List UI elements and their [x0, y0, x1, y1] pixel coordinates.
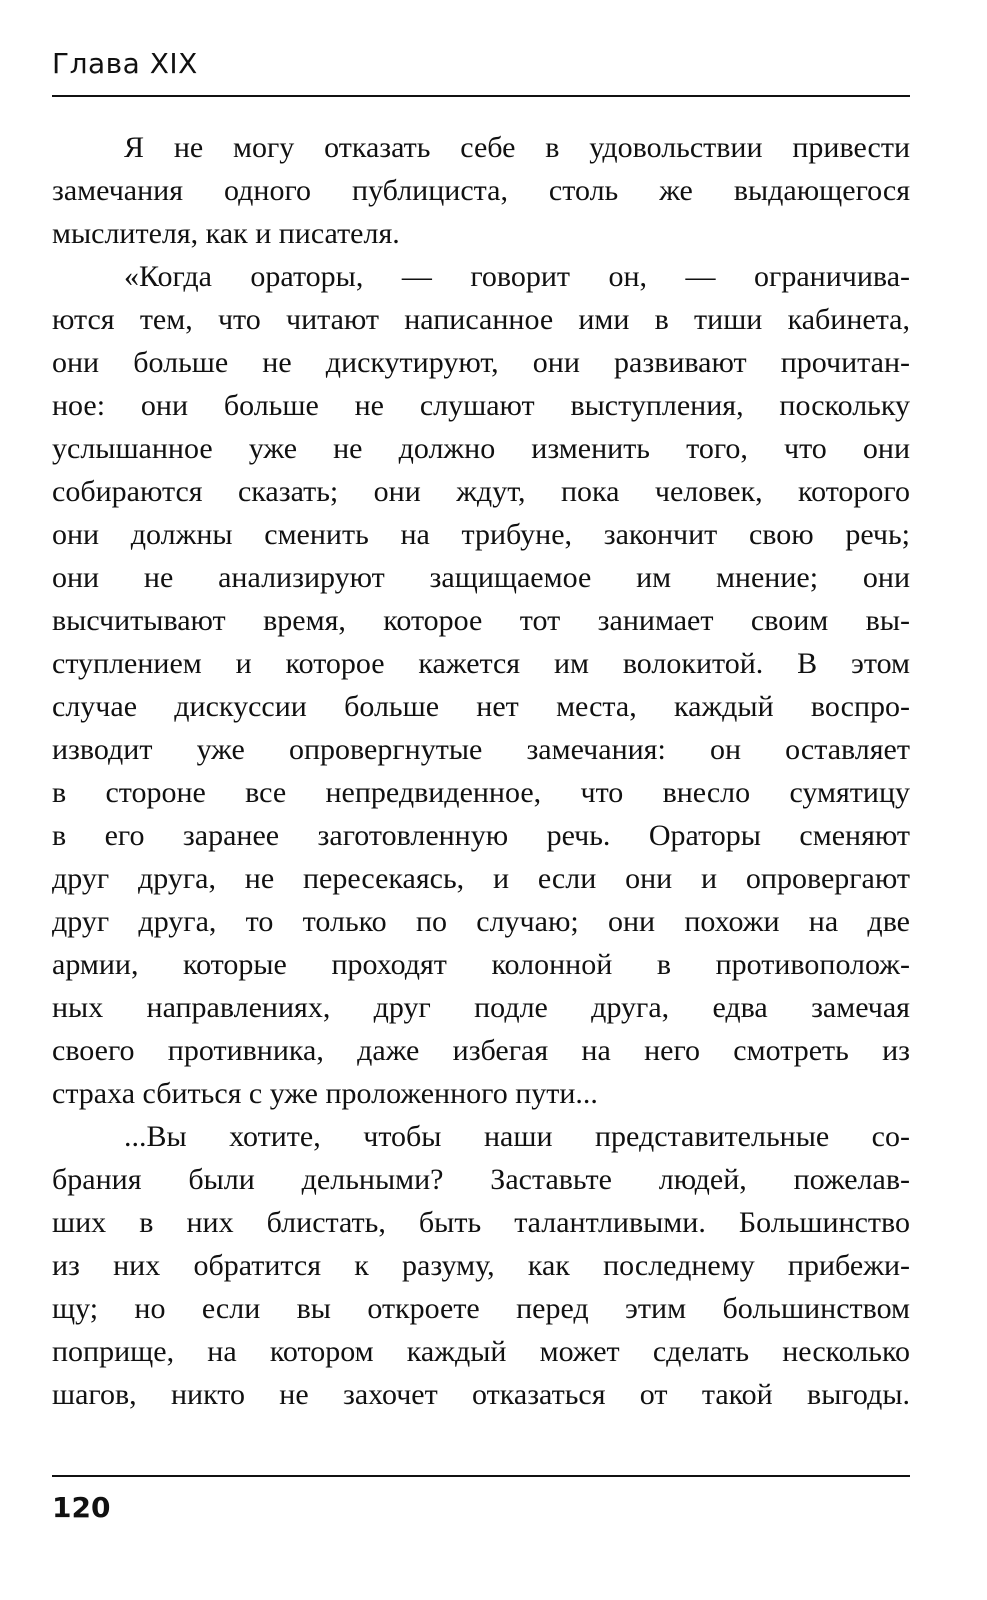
text-line: замечания одного публициста, столь же выдающегося — [52, 174, 910, 207]
text-line: ступлением и которое кажется им волокитой. В этом — [52, 647, 910, 680]
text-line: ное: они больше не слушают выступления, поскольку — [52, 389, 910, 422]
text-line: ются тем, что читают написанное ими в тиши кабинета, — [52, 303, 910, 336]
text-line: они не анализируют защищаемое им мнение; они — [52, 561, 910, 594]
text-line: друг друга, то только по случаю; они похожи на две — [52, 905, 910, 938]
text-line: страха сбиться с уже проложенного пути... — [52, 1077, 598, 1110]
text-line: они больше не дискутируют, они развивают прочитан- — [52, 346, 910, 379]
header-divider — [52, 95, 910, 97]
text-line: друг друга, не пересекаясь, и если они и опровергают — [52, 862, 910, 895]
text-line: ...Вы хотите, чтобы наши представительные со- — [124, 1120, 910, 1153]
page-body — [52, 126, 910, 1416]
text-line: в его заранее заготовленную речь. Ораторы сменяют — [52, 819, 910, 852]
text-line: собираются сказать; они ждут, пока человек, которого — [52, 475, 910, 508]
text-line: щу; но если вы откроете перед этим большинством — [52, 1292, 910, 1325]
text-line: поприще, на котором каждый может сделать несколько — [52, 1335, 910, 1368]
text-line: брания были дельными? Заставьте людей, пожелав- — [52, 1163, 910, 1196]
page-number: 120 — [52, 1491, 111, 1524]
text-line: в стороне все непредвиденное, что внесло сумятицу — [52, 776, 910, 809]
text-line: услышанное уже не должно изменить того, что они — [52, 432, 910, 465]
text-line: случае дискуссии больше нет места, каждый воспро- — [52, 690, 910, 723]
text-line: Я не могу отказать себе в удовольствии привести — [124, 131, 910, 164]
text-line: ных направлениях, друг подле друга, едва замечая — [52, 991, 910, 1024]
footer-divider — [52, 1475, 910, 1477]
text-line: они должны сменить на трибуне, закончит свою речь; — [52, 518, 910, 551]
text-line: мыслителя, как и писателя. — [52, 217, 400, 250]
text-line: изводит уже опровергнутые замечания: он оставляет — [52, 733, 910, 766]
text-line: своего противника, даже избегая на него смотреть из — [52, 1034, 910, 1067]
text-line: из них обратится к разуму, как последнему прибежи- — [52, 1249, 910, 1282]
chapter-title: Глава XIX — [52, 47, 198, 80]
text-line: армии, которые проходят колонной в противополож- — [52, 948, 910, 981]
text-line: шагов, никто не захочет отказаться от такой выгоды. — [52, 1378, 910, 1411]
text-line: ших в них блистать, быть талантливыми. Большинство — [52, 1206, 910, 1239]
text-line: высчитывают время, которое тот занимает своим вы- — [52, 604, 910, 637]
text-line: «Когда ораторы, — говорит он, — ограничива- — [124, 260, 910, 293]
